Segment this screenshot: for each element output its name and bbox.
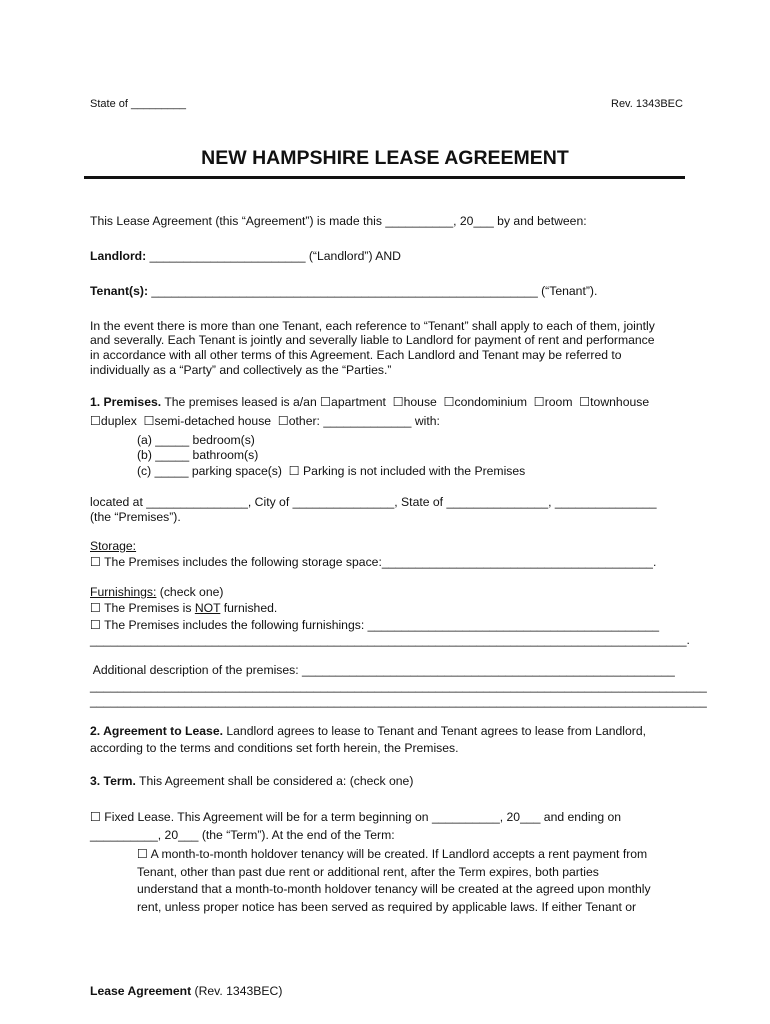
furnishings-option-included: ☐ The Premises includes the following furnishings: ___________________________________________ <box>90 618 660 632</box>
premises-line-2: ☐duplex ☐semi-detached house ☐other: _____________ with: <box>90 414 440 428</box>
additional-description-line-3: ___________________________________________________________________________________________ <box>90 694 707 708</box>
tenant-line <box>90 285 597 297</box>
furnishings-opt1-end: furnished. <box>220 601 278 615</box>
intro-line: This Lease Agreement (this “Agreement”) is made this __________, 20___ by and between: <box>90 214 587 228</box>
additional-description-line-2: ___________________________________________________________________________________________ <box>90 679 707 693</box>
agreement-to-lease-text: Landlord agrees to lease to Tenant and Tenant agrees to lease from Landlord, <box>222 724 647 738</box>
premises-line-1 <box>90 396 649 408</box>
agreement-to-lease-line-1 <box>90 725 646 737</box>
holdover-line: rent, unless proper notice has been served as required by applicable laws. If either Tenant or <box>137 900 637 914</box>
state-of-field: State of _________ <box>90 98 187 110</box>
storage-line: ☐ The Premises includes the following storage space:________________________________________. <box>90 555 657 569</box>
holdover-line: Tenant, other than past due rent or additional rent, after the Term expires, both parties <box>137 865 599 879</box>
premises-heading: 1. Premises. <box>90 395 162 409</box>
premises-definition: (the “Premises”). <box>90 510 181 524</box>
tenant-label: Tenant(s): <box>90 284 148 298</box>
furnishings-check-one: (check one) <box>156 585 224 599</box>
holdover-line: understand that a month-to-month holdover tenancy will be created at the agreed upon monthly <box>137 882 651 896</box>
furnishings-not: NOT <box>194 601 221 615</box>
premises-types: The premises leased is a/an ☐apartment ☐house ☐condominium ☐room ☐townhouse <box>161 395 650 409</box>
term-heading: 3. Term. <box>90 774 136 788</box>
premises-parking: (c) _____ parking space(s) ☐ Parking is not included with the Premises <box>137 464 526 478</box>
landlord-line <box>90 250 401 262</box>
term-line <box>90 775 413 787</box>
landlord-blank: _______________________ (“Landlord”) AND <box>146 249 401 263</box>
title-rule <box>84 176 685 179</box>
paragraph-line: and severally. Each Tenant is jointly and severally liable to Landlord for payment of rent and performance <box>90 333 655 347</box>
paragraph-line: in accordance with all other terms of this Agreement. Each Landlord and Tenant may be referred to <box>90 348 622 362</box>
tenant-blank: _________________________________________________________ (“Tenant”). <box>148 284 598 298</box>
furnishings-option-included-cont: ________________________________________________________________________________________. <box>90 633 690 647</box>
landlord-label: Landlord: <box>90 249 147 263</box>
paragraph-line: individually as a “Party” and collectively as the “Parties.” <box>90 363 392 377</box>
furnishings-option-unfurnished <box>90 602 277 614</box>
furnishings-opt1-text: ☐ The Premises is <box>90 601 195 615</box>
premises-location: located at _______________, City of _______________, State of _______________, _______________ <box>90 495 657 509</box>
furnishings-heading-line <box>90 586 223 598</box>
furnishings-heading: Furnishings: <box>90 585 157 599</box>
paragraph-line: In the event there is more than one Tenant, each reference to “Tenant” shall apply to each of them, jointly <box>90 319 655 333</box>
footer-revision: (Rev. 1343BEC) <box>191 984 283 998</box>
premises-bedrooms: (a) _____ bedroom(s) <box>137 433 255 447</box>
document-title: NEW HAMPSHIRE LEASE AGREEMENT <box>201 147 569 169</box>
page-footer <box>90 985 282 997</box>
agreement-to-lease-heading: 2. Agreement to Lease. <box>90 724 223 738</box>
additional-description-line-1: Additional description of the premises: _______________________________________________________ <box>90 663 675 677</box>
term-text: This Agreement shall be considered a: (check one) <box>135 774 414 788</box>
storage-heading: Storage: <box>90 539 137 553</box>
revision-label: Rev. 1343BEC <box>611 98 683 110</box>
holdover-line: ☐ A month-to-month holdover tenancy will be created. If Landlord accepts a rent payment from <box>137 847 648 861</box>
fixed-lease-line-1: ☐ Fixed Lease. This Agreement will be for a term beginning on __________, 20___ and ending on <box>90 810 622 824</box>
agreement-to-lease-line-2: according to the terms and conditions set forth herein, the Premises. <box>90 741 459 755</box>
premises-bathrooms: (b) _____ bathroom(s) <box>137 448 259 462</box>
fixed-lease-line-2: __________, 20___ (the “Term”). At the end of the Term: <box>90 828 395 842</box>
footer-label: Lease Agreement <box>90 984 192 998</box>
